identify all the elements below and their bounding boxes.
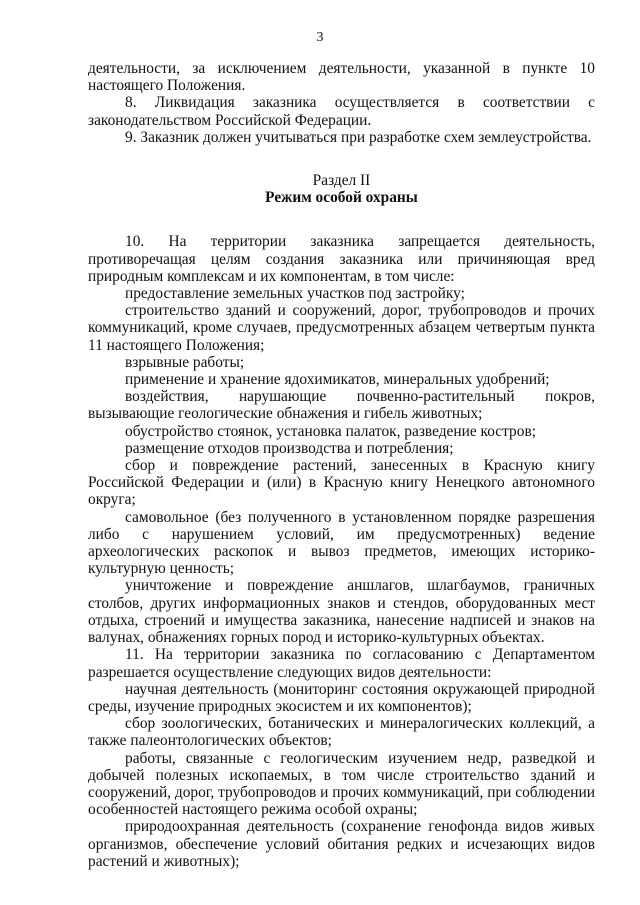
list-item: обустройство стоянок, установка палаток, разведение костров; (125, 422, 536, 440)
paragraph-continuation: деятельности, за исключением деятельности, указанной в пункте 10 настоящего Положения. (88, 60, 595, 95)
list-item: строительство зданий и сооружений, дорог, трубопроводов и прочих коммуникаций, кроме случаев, предусмотренных абзацем четвертым пункта 11 настоящего Положения; (88, 302, 595, 354)
page-number: 3 (316, 30, 324, 45)
document-body (88, 60, 595, 870)
list-item: сбор и повреждение растений, занесенных в Красную книгу Российской Федерации и (или) в Красную книгу Ненецкого автономного округа; (88, 457, 595, 509)
list-item: взрывные работы; (125, 353, 245, 371)
list-item: уничтожение и повреждение аншлагов, шлагбаумов, граничных столбов, других информационных знаков и стендов, оборудованных мест отдыха, строений и имущества заказника, нанесение надписей и знаков на валунах, обнажениях горных пород и историко-культурных объектах. (88, 577, 595, 647)
paragraph-item-9: 9. Заказник должен учитываться при разработке схем землеустройства. (125, 128, 592, 146)
list-item: применение и хранение ядохимикатов, минеральных удобрений; (125, 371, 550, 389)
paragraph-item-10: 10. На территории заказника запрещается деятельность, противоречащая целям создания заказника или причиняющая вред природным комплексам и их компонентам, в том числе: (88, 233, 595, 285)
list-item: работы, связанные с геологическим изучением недр, разведкой и добычей полезных ископаемых, в том числе строительство зданий и сооружений, дорог, трубопроводов и прочих коммуникаций, при соблюдении особенностей настоящего режима особой охраны; (88, 749, 595, 819)
section-title: Режим особой охраны (265, 189, 418, 207)
section-number: Раздел II (312, 172, 371, 190)
list-item: природоохранная деятельность (сохранение генофонда видов живых организмов, обеспечение условий обитания редких и исчезающих видов растений и животных); (88, 818, 595, 870)
list-item: научная деятельность (мониторинг состояния окружающей природной среды, изучение природных экосистем и их компонентов); (88, 680, 595, 715)
list-item: размещение отходов производства и потребления; (125, 439, 454, 457)
list-item: воздействия, нарушающие почвенно-растительный покров, вызывающие геологические обнажения и гибель животных; (88, 388, 595, 423)
paragraph-item-8: 8. Ликвидация заказника осуществляется в соответствии с законодательством Российской Федерации. (88, 94, 595, 129)
paragraph-item-11: 11. На территории заказника по согласованию с Департаментом разрешается осуществление следующих видов деятельности: (88, 646, 595, 681)
list-item: сбор зоологических, ботанических и минералогических коллекций, а также палеонтологических объектов; (88, 715, 595, 750)
list-item: предоставление земельных участков под застройку; (125, 285, 465, 303)
list-item: самовольное (без полученного в установленном порядке разрешения либо с нарушением условий, им предусмотренных) ведение археологических раскопок и вывоз предметов, имеющих историко-культурную ценность; (88, 508, 595, 578)
